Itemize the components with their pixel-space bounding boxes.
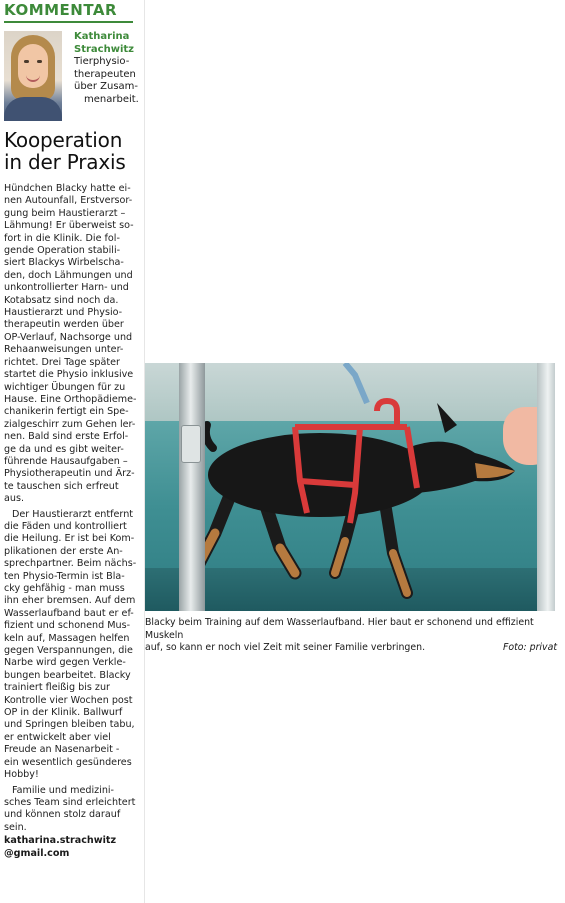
body-line: gende Operation stabili-: [4, 245, 121, 257]
treadmill-post-right: [537, 363, 555, 611]
author-name-line2: Strachwitz: [74, 43, 134, 55]
author-role-line: Tierphysio-: [74, 56, 130, 68]
headline-line1: Kooperation: [4, 128, 123, 152]
body-line: Narbe wird gegen Verkle-: [4, 657, 126, 669]
body-line: Physiotherapeutin und Ärz-: [4, 468, 135, 480]
author-email[interactable]: [4, 835, 137, 860]
author-role-line: menarbeit.: [84, 93, 139, 105]
body-line: richtet. Drei Tage später: [4, 356, 120, 368]
body-line: ten Physio-Termin ist Bla-: [4, 570, 125, 582]
body-line: aus.: [4, 493, 25, 505]
body-line: siert Blackys Wirbelscha-: [4, 257, 124, 269]
body-line: keln auf, Massagen helfen: [4, 632, 130, 644]
body-line: OP in der Klinik. Ballwurf: [4, 707, 123, 719]
author-name-line1: Katharina: [74, 31, 130, 42]
body-line: führende Hausaufgaben –: [4, 455, 128, 467]
author-role-line: therapeuten: [74, 68, 136, 80]
body-line: ihn eher bremsen. Auf dem: [4, 595, 136, 607]
email-line1[interactable]: katharina.strachwitz: [4, 835, 117, 847]
body-line: sprechpartner. Beim nächs-: [4, 558, 137, 570]
photo-credit: Foto: privat: [502, 642, 557, 653]
treadmill-post: [179, 363, 205, 611]
body-line: nen. Bald sind erste Erfol-: [4, 431, 129, 443]
body-line: er entwickelt aber viel: [4, 731, 111, 743]
article-photo: [145, 363, 555, 611]
body-line: Kontrolle vier Wochen post: [4, 694, 133, 706]
body-line: gung beim Haustierarzt –: [4, 207, 126, 219]
paragraph-2: [4, 509, 137, 782]
body-line: OP-Verlauf, Nachsorge und: [4, 331, 133, 343]
body-line: ein wesentlich gesünderes: [4, 756, 132, 768]
body-line: sein.: [4, 821, 27, 833]
body-line: plikationen der erste An-: [4, 545, 123, 557]
body-line: startet die Physio inklusive: [4, 369, 134, 381]
dog-illustration: [145, 363, 555, 611]
body-line: nen Autounfall, Erstversor-: [4, 195, 133, 207]
body-line: Hause. Eine Orthopädieme-: [4, 393, 137, 405]
paragraph-1: [4, 183, 137, 506]
headline: [4, 129, 137, 173]
body-line: unkontrollierter Harn- und: [4, 282, 129, 294]
body-line: Hobby!: [4, 769, 39, 781]
caption-line1: Blacky beim Training auf dem Wasserlaufband. Hier baut er schonend und effizient Muskeln: [145, 617, 534, 641]
body-line: und können stolz darauf: [4, 809, 121, 821]
body-line: Freude an Nasenarbeit -: [4, 744, 120, 756]
body-line: die Fäden und kontrolliert: [4, 520, 127, 532]
body-line: die Heilung. Er ist bei Kom-: [4, 533, 135, 545]
body-line: wichtiger Übungen für zu: [4, 381, 126, 393]
body-line: Kotabsatz sind noch da.: [4, 294, 119, 306]
body-line: cky gehfähig - man muss: [4, 583, 125, 594]
headline-line2: in der Praxis: [4, 150, 126, 174]
commentary-column: [4, 0, 137, 860]
body-line: Wasserlaufband baut er ef-: [4, 607, 134, 619]
photo-caption: [145, 617, 557, 655]
body-line: trainiert fleißig bis zur: [4, 682, 110, 694]
body-line: ge da und es gibt weiter-: [4, 443, 124, 455]
body-line: fort in die Klinik. Die fol-: [4, 232, 120, 244]
body-line: chanikerin fertigt ein Spe-: [4, 406, 129, 418]
paragraph-3: [4, 785, 137, 835]
author-box: [4, 31, 137, 123]
body-line: Rehaanweisungen unter-: [4, 344, 124, 356]
article-body: [4, 183, 137, 834]
body-line: Haustierarzt und Physio-: [4, 307, 123, 319]
body-line: und Springen bleiben tabu,: [4, 719, 135, 731]
email-line2[interactable]: @gmail.com: [4, 847, 70, 859]
body-line: sches Team sind erleichtert: [4, 796, 136, 808]
body-line: therapeutin werden über: [4, 319, 124, 331]
body-line: bungen bearbeitet. Blacky: [4, 669, 131, 681]
body-line: Familie und medizini-: [12, 784, 115, 796]
rubric-label: KOMMENTAR: [4, 0, 133, 23]
body-line: Hündchen Blacky hatte ei-: [4, 183, 131, 194]
body-line: fizient und schonend Mus-: [4, 620, 131, 632]
author-info: [74, 31, 140, 107]
caption-line2: auf, so kann er noch viel Zeit mit seiner Familie verbringen.: [145, 642, 426, 653]
body-line: Lähmung! Er überweist so-: [4, 220, 134, 232]
body-line: te tauschen sich erfreut: [4, 480, 119, 492]
body-line: den, doch Lähmungen und: [4, 269, 133, 281]
body-line: zialgeschirr zum Gehen ler-: [4, 418, 136, 430]
treadmill-handle: [181, 425, 201, 463]
author-portrait: [4, 31, 62, 121]
author-role-line: über Zusam-: [74, 81, 139, 93]
body-line: gegen Verspannungen, die: [4, 645, 133, 657]
body-line: Der Haustierarzt entfernt: [12, 508, 134, 520]
